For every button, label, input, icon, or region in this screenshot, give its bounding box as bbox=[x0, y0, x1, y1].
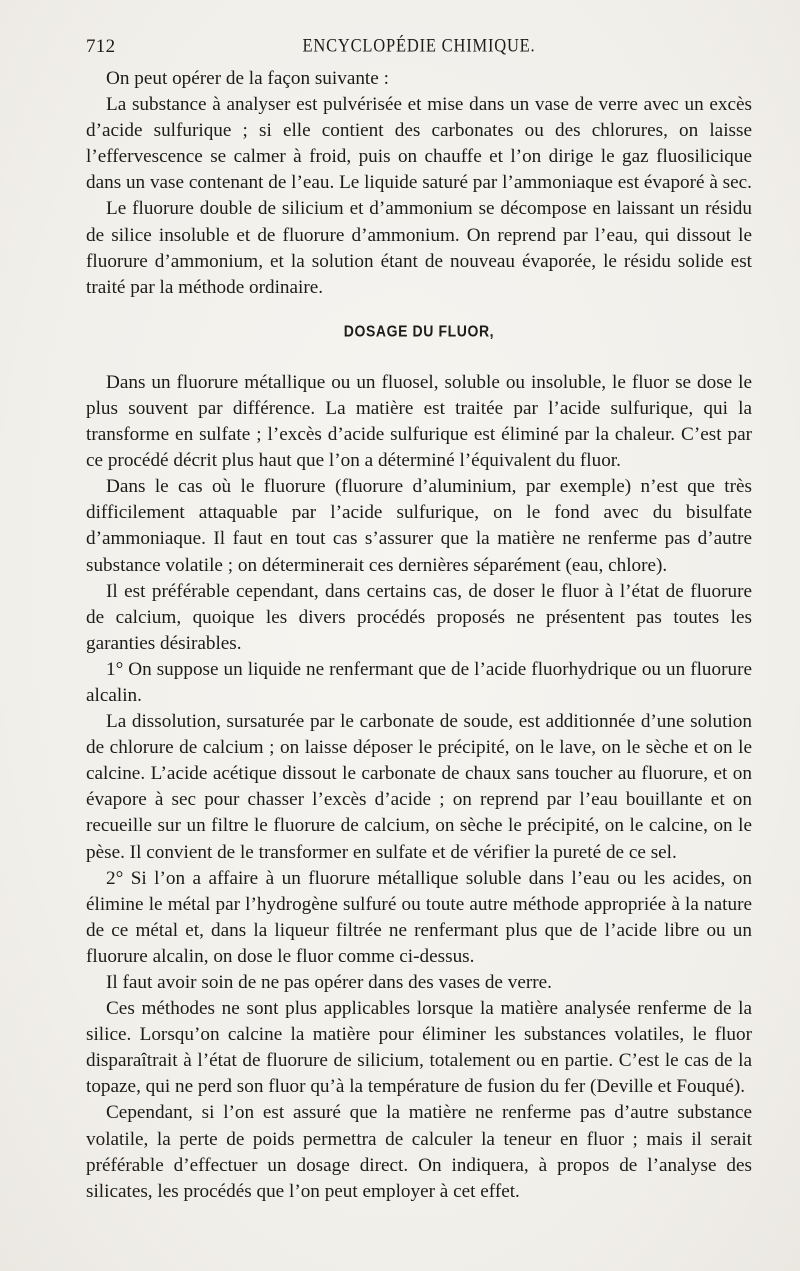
paragraph: Il est préférable cependant, dans certains cas, de doser le fluor à l’état de fluorure de calcium, quoique les divers procédés proposés ne présentent pas toutes les garanties désirables. bbox=[86, 580, 752, 654]
paragraph: 2° Si l’on a affaire à un fluorure métallique soluble dans l’eau ou les acides, on élimine le métal par l’hydrogène sulfuré ou toute autre méthode appropriée à la nature de ce métal et, dans la liqueur filtrée ne renfermant plus que de l’acide libre ou un fluorure alcalin, on dose le fluor comme ci-dessus. bbox=[86, 867, 752, 967]
paragraph: Il faut avoir soin de ne pas opérer dans des vases de verre. bbox=[106, 972, 552, 993]
paragraph: 1° On suppose un liquide ne renfermant que de l’acide fluorhydrique ou un fluorure alcalin. bbox=[86, 658, 752, 706]
page-number: 712 bbox=[86, 36, 116, 57]
paragraph: Dans le cas où le fluorure (fluorure d’aluminium, par exemple) n’est que très difficilement attaquable par l’acide sulfurique, on le fond avec du bisulfate d’ammoniaque. Il faut en tout cas s’assurer que la matière ne renferme pas d’autre substance volatile ; on déterminerait ces dernières séparément (eau, chlore). bbox=[86, 476, 752, 576]
paragraph: Ces méthodes ne sont plus applicables lorsque la matière analysée renferme de la silice. Lorsqu’on calcine la matière pour éliminer les substances volatiles, le fluor disparaîtrait à l’état de fluorure de silicium, totalement ou en partie. C’est le cas de la topaze, qui ne perd son fluor qu’à la température de fusion du fer (Deville et Fouqué). bbox=[86, 998, 752, 1098]
body-text bbox=[86, 66, 752, 1205]
paragraph: La substance à analyser est pulvérisée et mise dans un vase de verre avec un excès d’acide sulfurique ; si elle contient des carbonates ou des chlorures, on laisse l’effervescence se calmer à froid, puis on chauffe et l’on dirige le gaz fluosilicique dans un vase contenant de l’eau. Le liquide saturé par l’ammoniaque est évaporé à sec. bbox=[86, 94, 752, 194]
running-head: ENCYCLOPÉDIE CHIMIQUE. bbox=[302, 34, 536, 57]
paragraph: Dans un fluorure métallique ou un fluosel, soluble ou insoluble, le fluor se dose le plus souvent par différence. La matière est traitée par l’acide sulfurique, qui la transforme en sulfate ; l’excès d’acide sulfurique est éliminé par la chaleur. C’est par ce procédé décrit plus haut que l’on a déterminé l’équivalent du fluor. bbox=[86, 371, 752, 472]
paragraph: Le fluorure double de silicium et d’ammonium se décompose en laissant un résidu de silice insoluble et de fluorure d’ammonium. On reprend par l’eau, qui dissout le fluorure d’ammonium, et la solution étant de nouveau évaporée, le résidu solide est traité par la méthode ordinaire. bbox=[86, 198, 752, 298]
section-title: DOSAGE DU FLUOR, bbox=[343, 321, 495, 341]
paragraph: On peut opérer de la façon suivante : bbox=[106, 68, 389, 89]
paragraph: Cependant, si l’on est assuré que la matière ne renferme pas d’autre substance volatile, la perte de poids permettra de calculer la teneur en fluor ; mais il serait préférable d’effectuer un dosage direct. On indiquera, à propos de l’analyse des silicates, les procédés que l’on peut employer à cet effet. bbox=[86, 1102, 752, 1202]
paragraph: La dissolution, sursaturée par le carbonate de soude, est additionnée d’une solution de chlorure de calcium ; on laisse déposer le précipité, on le lave, on le sèche et on le calcine. L’acide acétique dissout le carbonate de chaux sans toucher au fluorure, et on évapore à sec pour chasser l’excès d’acide ; on reprend par l’eau bouillante et on recueille sur un filtre le fluorure de calcium, on sèche le précipité, on le calcine, on le pèse. Il convient de le transformer en sulfate et de vérifier la pureté de ce sel. bbox=[86, 711, 752, 863]
page-header bbox=[86, 36, 752, 66]
